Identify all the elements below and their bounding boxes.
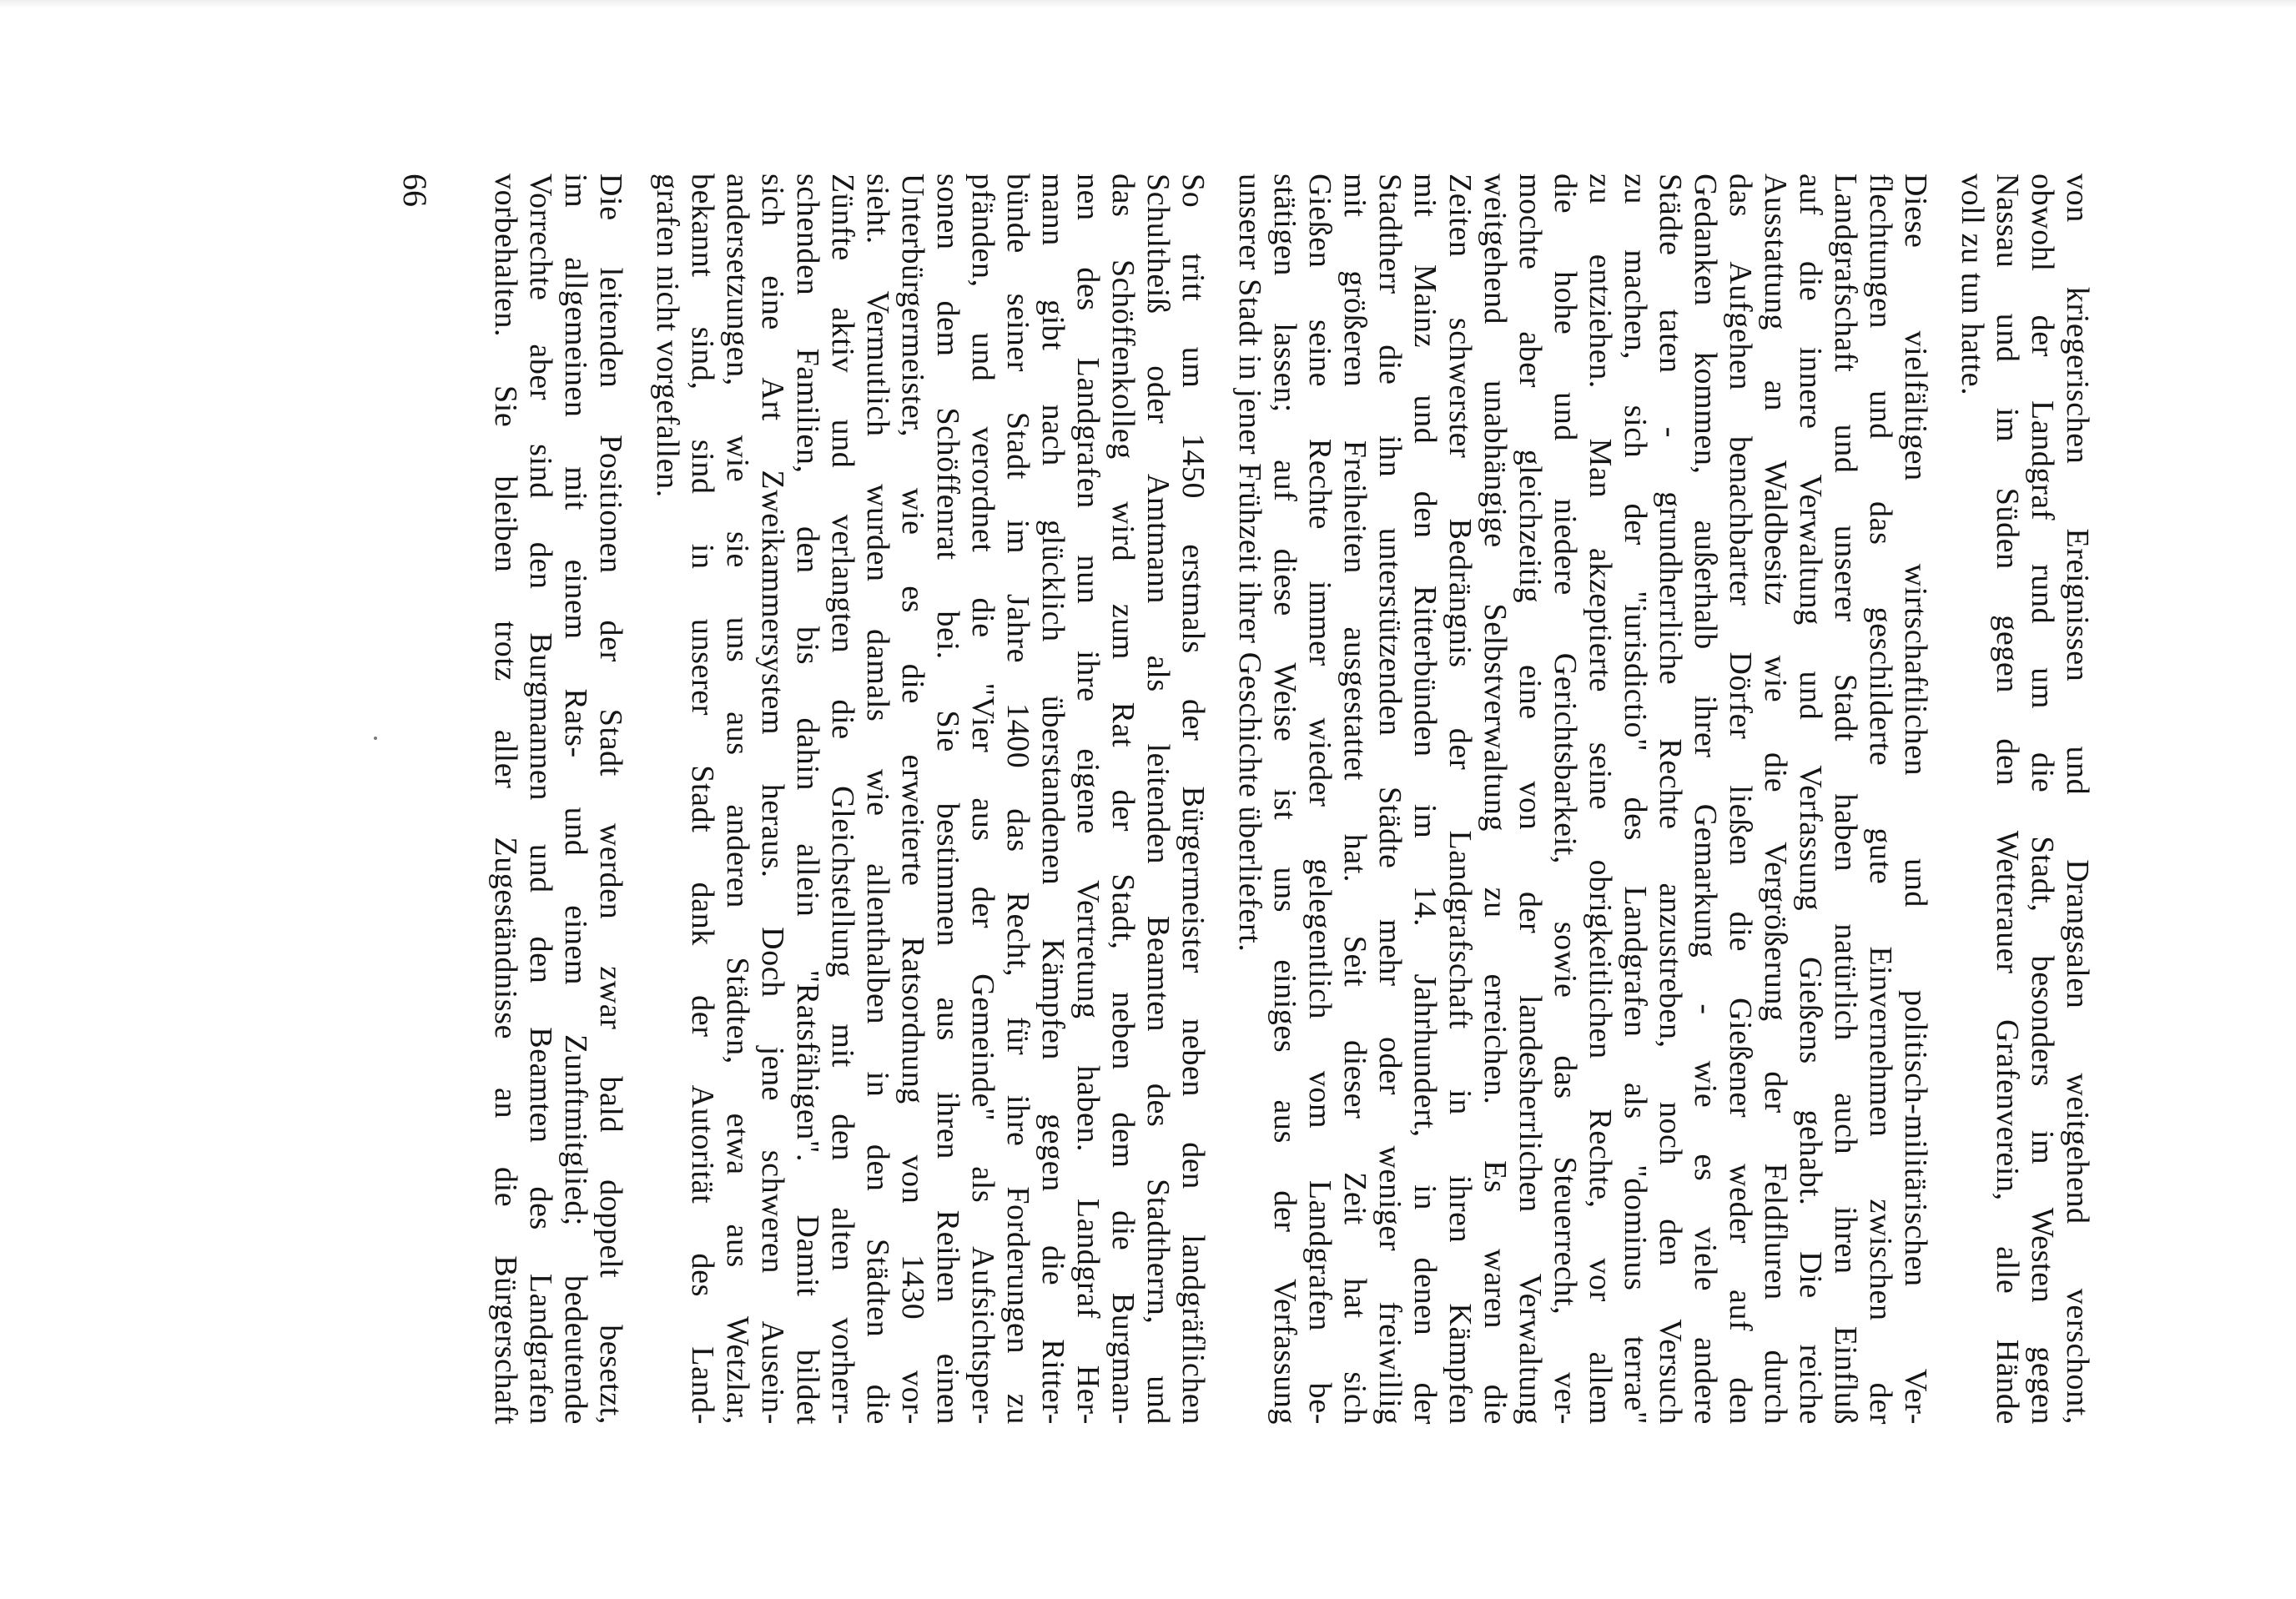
text-line: Vorrechte aber sind den Burgmannen und den Beamten des Landgrafen xyxy=(523,173,558,1425)
text-line: flechtungen und das geschilderte gute Einvernehmen zwischen der xyxy=(1863,173,1898,1425)
text-line: das Schöffenkolleg wird zum Rat der Stadt, neben dem die Burgman- xyxy=(1105,173,1140,1425)
text-line: Schultheiß oder Amtmann als leitenden Beamten des Stadtherrn, und xyxy=(1140,173,1176,1425)
text-line: Die leitenden Positionen der Stadt werden zwar bald doppelt besetzt, xyxy=(593,173,628,1425)
text-line: vorbehalten. Sie bleiben trotz aller Zugeständnisse an die Bürgerschaft xyxy=(488,173,523,1425)
text-line: andersetzungen, wie sie uns aus anderen Städten, etwa aus Wetzlar, xyxy=(720,173,755,1425)
text-line: obwohl der Landgraf rund um die Stadt, besonders im Westen gegen xyxy=(2025,173,2060,1425)
text-line: Zünfte aktiv und verlangten die Gleichstellung mit den alten vorherr- xyxy=(825,173,860,1425)
text-line: Landgrafschaft und unserer Stadt haben natürlich auch ihren Einfluß xyxy=(1828,173,1863,1425)
text-line: schenden Familien, den bis dahin allein "Ratsfähigen". Damit bildet xyxy=(790,173,825,1425)
text-line: mit größeren Freiheiten ausgestattet hat. Seit dieser Zeit hat sich xyxy=(1337,173,1372,1425)
text-line: bekannt sind, sind in unserer Stadt dank der Autorität des Land- xyxy=(685,173,720,1425)
text-line: grafen nicht vorgefallen. xyxy=(650,173,685,498)
text-line: mann gibt nach glücklich überstandenen Kämpfen gegen die Ritter- xyxy=(1035,173,1070,1425)
text-line: Städte taten - grundherrliche Rechte anzustreben, noch den Versuch xyxy=(1653,173,1688,1425)
text-line: voll zu tun hatte. xyxy=(1955,173,1990,396)
scan-top-edge xyxy=(0,0,2296,8)
page-number: 66 xyxy=(396,173,434,207)
text-line: nen des Landgrafen nun ihre eigene Vertretung haben. Landgraf Her- xyxy=(1070,173,1105,1425)
text-line: auf die innere Verwaltung und Verfassung Gießens gehabt. Die reiche xyxy=(1793,173,1828,1425)
text-line: Gedanken kommen, außerhalb ihrer Gemarkung - wie es viele andere xyxy=(1688,173,1723,1425)
text-line: im allgemeinen mit einem Rats- und einem Zunftmitglied; bedeutende xyxy=(558,173,593,1425)
text-line: Unterbürgermeister, wie es die erweiterte Ratsordnung von 1430 vor- xyxy=(895,173,930,1425)
text-line: Ausstattung an Waldbesitz wie die Vergrößerung der Feldfluren durch xyxy=(1758,173,1793,1425)
text-line: von kriegerischen Ereignissen und Drangsalen weitgehend verschont, xyxy=(2060,173,2095,1425)
text-line: das Aufgehen benachbarter Dörfer ließen die Gießener weder auf den xyxy=(1723,173,1758,1425)
text-line: bünde seiner Stadt im Jahre 1400 das Recht, für ihre Forderungen zu xyxy=(1000,173,1035,1425)
text-line: unserer Stadt in jener Frühzeit ihrer Geschichte überliefert. xyxy=(1232,173,1267,953)
text-line: sieht. Vermutlich wurden damals wie allenthalben in den Städten die xyxy=(860,173,895,1425)
text-line: sich eine Art Zweikammersystem heraus. Doch jene schweren Ausein- xyxy=(755,173,790,1425)
text-line: Nassau und im Süden gegen den Wetterauer Grafenverein, alle Hände xyxy=(1990,173,2025,1425)
text-line: Diese vielfältigen wirtschaftlichen und politisch-militärischen Ver- xyxy=(1898,173,1933,1425)
text-line: weitgehend unabhängige Selbstverwaltung zu erreichen. Es waren die xyxy=(1478,173,1513,1425)
rotated-text-block xyxy=(201,140,2095,1458)
text-line: sonen dem Schöffenrat bei. Sie bestimmen aus ihren Reihen einen xyxy=(930,173,965,1425)
text-line: pfänden, und verordnet die "Vier aus der Gemeinde" als Aufsichtsper- xyxy=(965,173,1000,1425)
text-line: So tritt um 1450 erstmals der Bürgermeister neben den landgräflichen xyxy=(1176,173,1211,1425)
text-line: stätigen lassen; auf diese Weise ist uns einiges aus der Verfassung xyxy=(1267,173,1302,1425)
text-line: Stadtherr die ihn unterstützenden Städte mehr oder weniger freiwillig xyxy=(1372,173,1407,1425)
text-line: mochte aber gleichzeitig eine von der landesherrlichen Verwaltung xyxy=(1513,173,1548,1425)
text-line: Zeiten schwerster Bedrängnis der Landgrafschaft in ihren Kämpfen xyxy=(1443,173,1478,1425)
text-line: zu entziehen. Man akzeptierte seine obrigkeitlichen Rechte, vor allem xyxy=(1583,173,1618,1425)
text-line: zu machen, sich der "iurisdictio" des Landgrafen als "dominus terrae" xyxy=(1618,173,1653,1425)
text-line: mit Mainz und den Ritterbünden im 14. Jahrhundert, in denen der xyxy=(1407,173,1443,1425)
text-line: die hohe und niedere Gerichtsbarkeit, sowie das Steuerrecht, ver- xyxy=(1548,173,1583,1425)
text-line: Gießen seine Rechte immer wieder gelegentlich vom Landgrafen be- xyxy=(1302,173,1337,1425)
